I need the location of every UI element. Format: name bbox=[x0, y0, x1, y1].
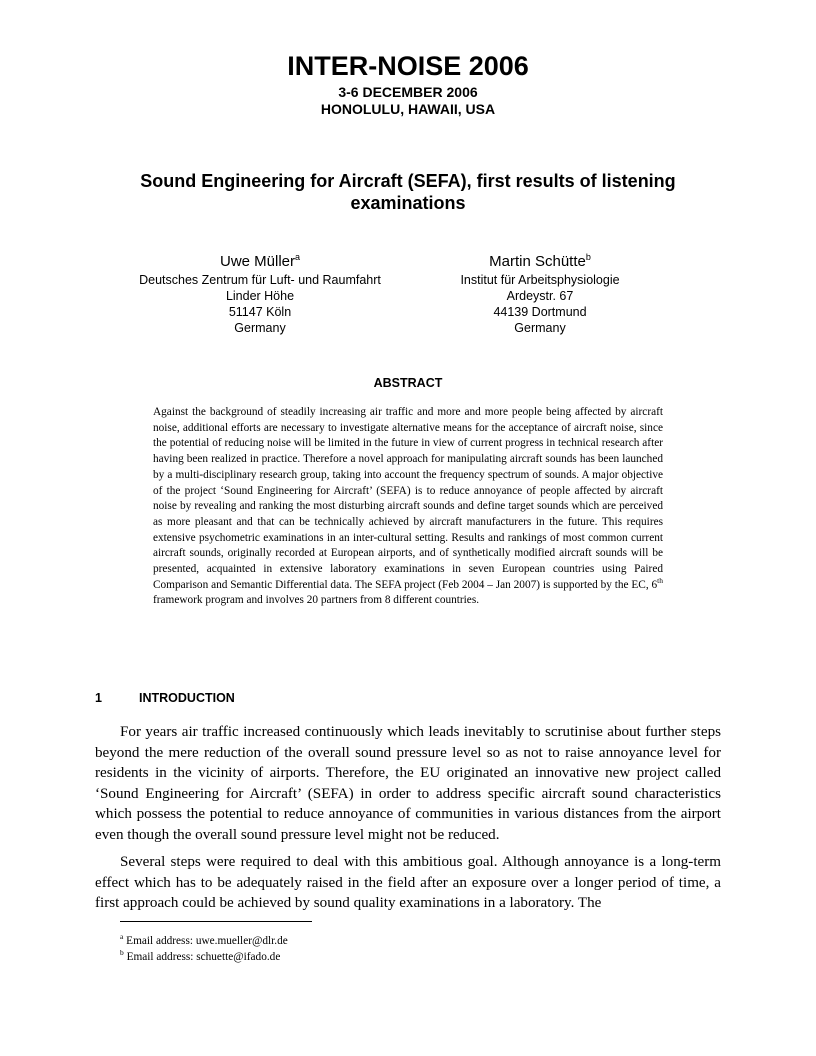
author-name-text: Uwe Müller bbox=[219, 253, 295, 270]
author-block-1 bbox=[110, 247, 410, 336]
footnote-divider bbox=[120, 921, 312, 922]
section-title: INTRODUCTION bbox=[139, 691, 235, 705]
abstract-text-end: framework program and involves 20 partners from 8 different countries. bbox=[153, 594, 480, 607]
abstract-text: Against the background of steadily increasing air traffic and more and more people being affected by aircraft noise, additional efforts are necessary to investigate alternative means for the acceptance of aircraft noise, since the potential of reducing noise will be limited in the future in view of current progress in technical research after having been realized in practice. Therefore a novel approach for manipulating aircraft sounds has been launched by a multi-disciplinary research group, taking into account the frequency spectrum of sounds. A major objective of the project ‘Sound Engineering for Aircraft’ (SEFA) is to reduce annoyance of people affected by aircraft noise by revealing and ranking the most disturbing aircraft sounds and define target sounds which are perceived as more pleasant and that can be technically achieved by aircraft manufacturers in the future. This requires extensive psychometric examinations in an inter-cultural setting. Results and rankings of most common current aircraft sounds, originally recorded at European airports, and of synthetically modified aircraft sounds will be presented, acquainted in extensive laboratory examinations in seven European countries using Paired Comparison and Semantic Differential data. The SEFA project (Feb 2004 – Jan 2007) is supported by the EC, 6 bbox=[153, 406, 663, 591]
section-heading-introduction bbox=[95, 690, 235, 706]
author-country: Germany bbox=[514, 321, 566, 335]
footnote-mark: a bbox=[120, 932, 124, 941]
author-footnote-mark: a bbox=[295, 252, 301, 262]
author-street: Ardeystr. 67 bbox=[506, 289, 574, 303]
intro-paragraph-1: For years air traffic increased continuously which leads inevitably to scrutinise about further steps beyond the mere reduction of the overall sound pressure level so as not to raise annoyance level for residents in the vicinity of airports. Therefore, the EU originated an innovative new project called ‘Sound Engineering for Aircraft’ (SEFA) in order to address specific aircraft sound characteristics which possess the potential to reduce annoyance of communities in various distances from the airport even though the overall sound pressure level might not be reduced. bbox=[95, 724, 721, 843]
author-city: 51147 Köln bbox=[228, 305, 292, 319]
author-city: 44139 Dortmund bbox=[493, 305, 587, 319]
author-name bbox=[410, 247, 670, 272]
footnote-b bbox=[120, 945, 280, 965]
footnote-text: Email address: schuette@ifado.de bbox=[126, 950, 281, 963]
author-affiliation: Institut für Arbeitsphysiologie bbox=[460, 273, 620, 287]
section-number: 1 bbox=[95, 691, 102, 705]
intro-paragraph-2: Several steps were required to deal with this ambitious goal. Although annoyance is a long-term effect which has to be adequately raised in the field after an exposure over a longer period of time, a first approach could be achieved by sound quality examinations in a laboratory. The bbox=[95, 854, 721, 912]
author-footnote-mark: b bbox=[585, 252, 591, 262]
footnote-text: Email address: uwe.mueller@dlr.de bbox=[126, 934, 288, 947]
footnote-mark: b bbox=[120, 948, 124, 957]
conference-location: HONOLULU, HAWAII, USA bbox=[320, 101, 496, 117]
author-name-text: Martin Schütte bbox=[489, 253, 586, 270]
author-name bbox=[110, 247, 410, 272]
conference-title: INTER-NOISE 2006 bbox=[287, 51, 529, 81]
paper-title: Sound Engineering for Aircraft (SEFA), first results of listening examinations bbox=[140, 171, 676, 213]
abstract-superscript: th bbox=[657, 575, 663, 585]
conference-dates: 3-6 DECEMBER 2006 bbox=[338, 84, 478, 100]
abstract-heading: ABSTRACT bbox=[373, 376, 443, 390]
author-affiliation: Deutsches Zentrum für Luft- und Raumfahrt bbox=[139, 273, 381, 287]
author-country: Germany bbox=[234, 321, 286, 335]
abstract-body bbox=[153, 405, 663, 609]
author-block-2 bbox=[410, 247, 670, 336]
author-street: Linder Höhe bbox=[225, 289, 295, 303]
